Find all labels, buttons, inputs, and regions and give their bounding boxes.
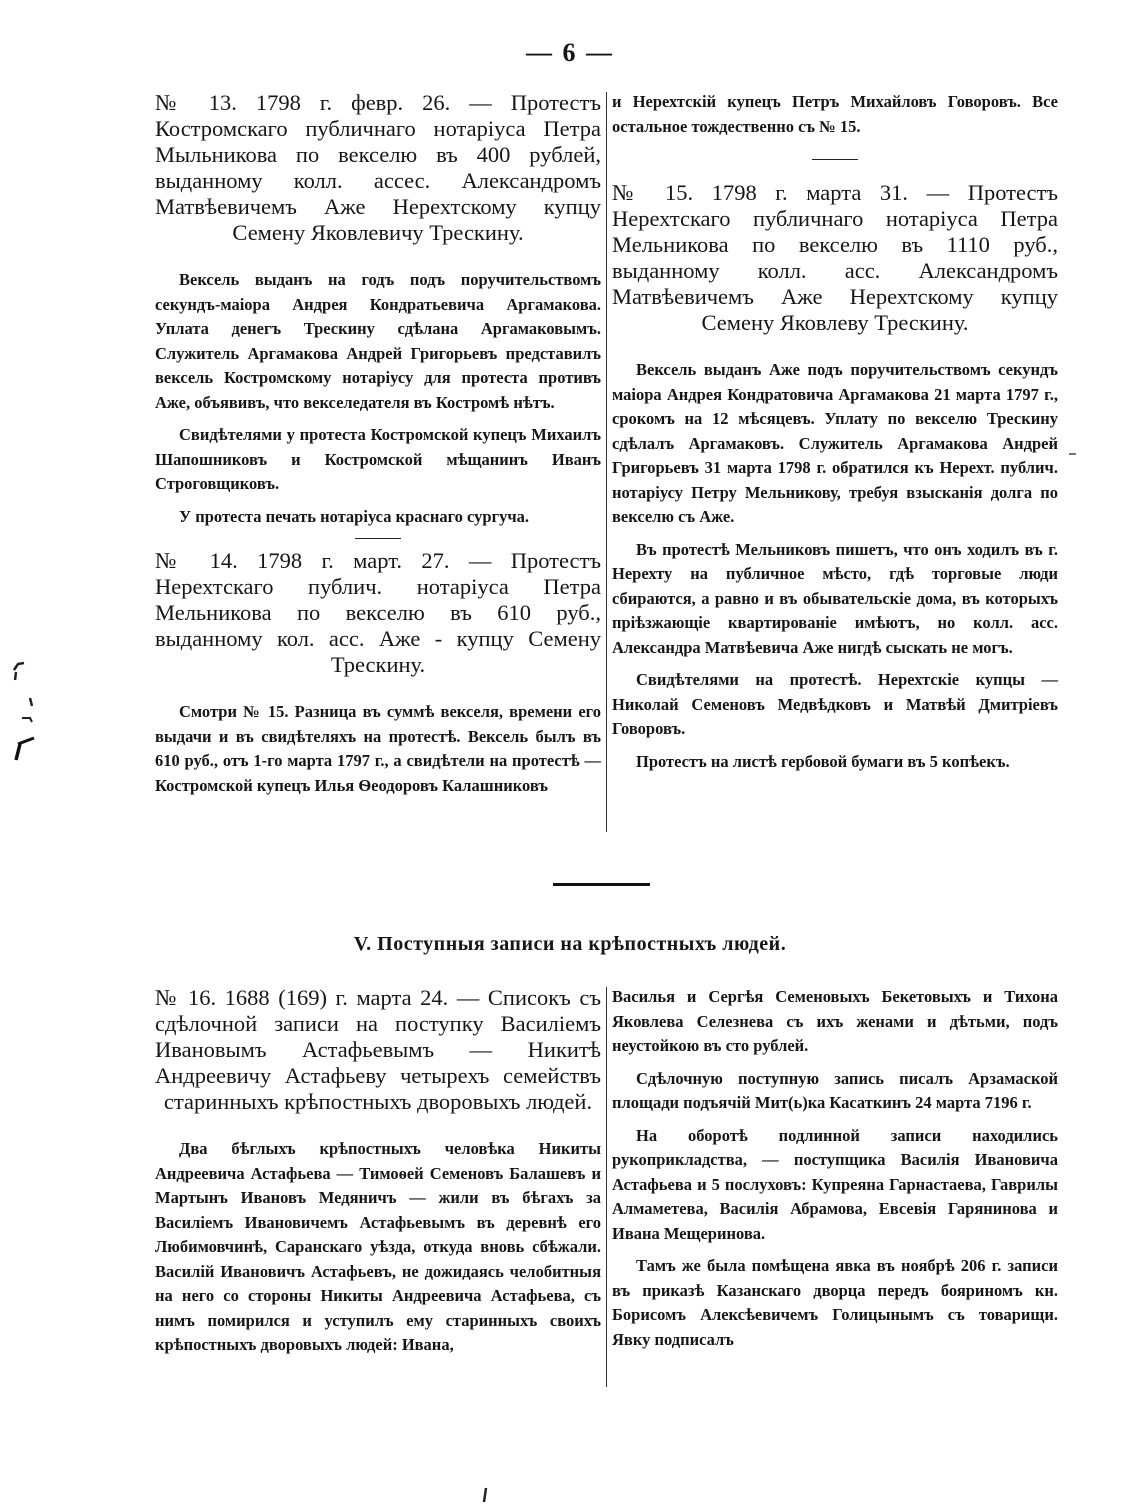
entry-16-paragraph-1: Два бѣглыхъ крѣпостныхъ человѣка Никиты Андреевича Астафьева — Тимоѳей Семеновъ Балашевъ и Мартынъ Ивановъ Медяничъ — жили въ бѣгахъ за Василіемъ Ивановичемъ Астафьевымъ въ деревнѣ его Любимовчинѣ, Саранскаго уѣзда, откуда вновь сбѣжали. Василій Ивановичъ Астафьевъ, не дожидаясь челобитныя на него со стороны Никиты Андреевича Астафьева, съ нимъ помирился и уступилъ ему старинныхъ своихъ крѣпостныхъ дворовыхъ людей: Ивана, xyxy=(155,1139,601,1354)
stray-mark-bottom xyxy=(482,1487,488,1503)
entry-13-paragraph-3: У протеста печать нотаріуса краснаго сургуча. xyxy=(179,506,530,526)
entry-15-paragraph-4: Протестъ на листѣ гербовой бумаги въ 5 копѣекъ. xyxy=(636,751,1010,771)
entry-separator xyxy=(812,159,858,160)
entry-14-paragraph-1: Смотри № 15. Разница въ суммѣ векселя, времени его выдачи и въ свидѣтеляхъ на протестѣ. Вексель былъ въ 610 руб., отъ 1-го марта 1797 г., а свидѣтели на протестѣ — Костромской купецъ Илья Ѳеодоровъ Калашниковъ xyxy=(155,702,601,795)
entry-15-paragraph-2: Въ протестѣ Мельниковъ пишетъ, что онъ ходилъ въ г. Нерехту на публичное мѣсто, гдѣ торговые люди сбираются, а равно и въ обывательскіе дома, въ которыхъ пріѣзжающіе квартированіе имѣютъ, но колл. асс. Александра Матвѣевича Аже нигдѣ сыскать не могъ. xyxy=(612,539,1058,657)
entry-13-paragraph-2: Свидѣтелями у протеста Костромской купецъ Михаилъ Шапошниковъ и Костромской мѣщанинъ Иванъ Строговщиковъ. xyxy=(155,425,601,493)
stray-mark-right xyxy=(1068,448,1078,458)
page-number: — 6 — xyxy=(526,38,614,67)
entry-16-continuation: Василья и Сергѣя Семеновыхъ Бекетовыхъ и Тихона Яковлева Селезнева съ ихъ женами и дѣтьми, подъ неустойкою въ сто рублей. xyxy=(612,987,1058,1055)
top-right-column xyxy=(612,90,1058,774)
column-divider-top xyxy=(606,92,607,832)
entry-16-paragraph-2: Сдѣлочную поступную запись писалъ Арзамаской площади подъячій Мит(ь)ка Касаткинъ 24 марта 7196 г. xyxy=(612,1068,1058,1112)
section-title: V. Поступныя записи на крѣпостныхъ людей. xyxy=(353,933,787,955)
entry-13-heading: № 13. 1798 г. февр. 26. — Протестъ Костромскаго публичнаго нотаріуса Петра Мыльникова по векселю въ 400 рублей, выданному колл. ассес. Александромъ Матвѣевичемъ Аже Нерехтскому купцу Семену Яковлевичу Трескину. xyxy=(155,90,601,245)
entry-14-continuation: и Нерехтскій купецъ Петръ Михайловъ Говоровъ. Все остальное тождественно съ № 15. xyxy=(612,92,1058,136)
entry-13-paragraph-1: Вексель выданъ на годъ подъ поручительствомъ секундъ-маіора Андрея Кондратьевича Аргамакова. Уплата денегъ Трескину сдѣлана Аргамаковымъ. Служитель Аргамакова Андрей Григорьевъ представилъ вексель Костромскому нотаріусу для протеста противъ Аже, объявивъ, что векселедателя въ Костромѣ нѣтъ. xyxy=(155,270,601,412)
entry-16-heading: № 16. 1688 (169) г. марта 24. — Списокъ съ сдѣлочной записи на поступку Василіемъ Ивановымъ Астафьевымъ — Никитѣ Андреевичу Астафьеву четырехъ семействъ старинныхъ крѣпостныхъ дворовыхъ людей. xyxy=(155,985,601,1114)
bottom-right-column xyxy=(612,985,1058,1352)
margin-marks-graphic xyxy=(6,660,40,770)
entry-15-paragraph-1: Вексель выданъ Аже подъ поручительствомъ секундъ маіора Андрея Кондратовича Аргамакова 21 марта 1797 г., срокомъ на 12 мѣсяцевъ. Уплату по векселю Трескину сдѣлалъ Аргамаковъ. Служитель Аргамакова Андрей Григорьевъ 31 марта 1798 г. обратился къ Нерехт. публич. нотаріусу Петру Мельникову, требуя взысканія долга по векселю съ Аже. xyxy=(612,360,1058,526)
entry-14-heading: № 14. 1798 г. март. 27. — Протестъ Нерехтскаго публич. нотаріуса Петра Мельникова по векселю въ 610 руб., выданному кол. асс. Аже - купцу Семену Трескину. xyxy=(155,548,601,677)
entry-separator xyxy=(355,538,401,539)
bottom-left-column xyxy=(155,985,601,1358)
section-rule xyxy=(553,883,650,886)
column-divider-bottom xyxy=(606,987,607,1387)
top-left-column xyxy=(155,90,601,798)
entry-16-paragraph-3: На оборотѣ подлинной записи находились рукоприкладства, — поступщика Василія Ивановича Астафьева и 5 послуховъ: Купреяна Гарнастаева, Гаврилы Алмаметева, Василія Абрамова, Евсевія Гарянинова и Ивана Мещеринова. xyxy=(612,1125,1058,1243)
entry-15-paragraph-3: Свидѣтелями на протестѣ. Нерехтскіе купцы — Николай Семеновъ Медвѣдковъ и Матвѣй Дмитріевъ Говоровъ. xyxy=(612,670,1058,738)
entry-15-heading: № 15. 1798 г. марта 31. — Протестъ Нерехтскаго публичнаго нотаріуса Петра Мельникова по векселю въ 1110 руб., выданному колл. асс. Александромъ Матвѣевичемъ Аже Нерехтскому купцу Семену Яковлеву Трескину. xyxy=(612,180,1058,335)
entry-16-paragraph-4: Тамъ же была помѣщена явка въ ноябрѣ 206 г. записи въ приказѣ Казанскаго дворца передъ бояриномъ кн. Борисомъ Алексѣевичемъ Голицынымъ съ товарищи. Явку подписалъ xyxy=(612,1256,1058,1349)
